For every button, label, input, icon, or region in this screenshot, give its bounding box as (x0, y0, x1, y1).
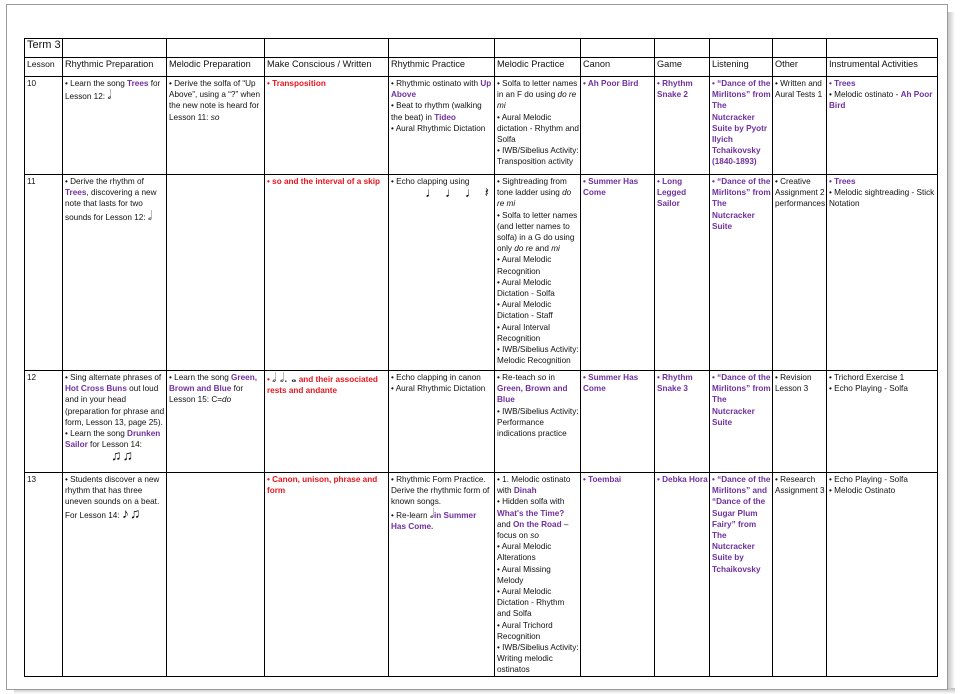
instrumental-cell: • Trees • Melodic sightreading - Stick Notation (827, 175, 938, 371)
game-cell: • Rhythm Snake 2 (655, 77, 710, 175)
half-note-icon: 𝅗𝅥 (429, 505, 434, 521)
melodic-practice-cell: • Solfa to letter names in an F do using do re mi • Aural Melodic dictation - Rhythm and Solfa • IWB/Sibelius Activity: Transposition activity (495, 77, 581, 175)
term-title: Term 3 (25, 39, 63, 58)
rhythmic-preparation-cell: • Sing alternate phrases of Hot Cross Buns out loud and in your head (preparation for phrase and form, Lesson 13, page 25). • Learn the song Drunken Sailor for Lesson 14: ♫♫ (63, 371, 167, 473)
other-cell: • Creative Assignment 2 performances (773, 175, 827, 371)
half-note-icon: 𝅗𝅥 (147, 207, 152, 223)
melodic-preparation-cell (167, 473, 265, 677)
melodic-preparation-cell: • Learn the song Green, Brown and Blue for Lesson 15: C=do (167, 371, 265, 473)
canon-cell: • Ah Poor Bird (581, 77, 655, 175)
header-listening: Listening (710, 58, 773, 77)
canon-cell: • Summer Has Come (581, 371, 655, 473)
sixteenth-notes-icon: ♫♫ (111, 447, 134, 464)
header-instrumental: Instrumental Activities (827, 58, 938, 77)
eighth-sixteenth-notes-icon: ♪♫ (121, 504, 142, 521)
make-conscious-cell: • Transposition (265, 77, 389, 175)
header-lesson: Lesson (25, 58, 63, 77)
lesson-row-13 (25, 473, 938, 677)
game-cell: • Long Legged Sailor (655, 175, 710, 371)
rhythmic-practice-cell: • Echo clapping using ♩ ♩ ♩ 𝄽 (389, 175, 495, 371)
document-page (6, 4, 948, 690)
rhythmic-preparation-cell: • Learn the song Trees for Lesson 12: 𝅗𝅥 (63, 77, 167, 175)
half-dotted-whole-notes-icon: 𝅗𝅥 𝅗𝅥. 𝅝 (272, 370, 297, 385)
header-rhythmic-preparation: Rhythmic Preparation (63, 58, 167, 77)
listening-cell: • “Dance of the Mirlitons” from The Nutcracker Suite (710, 371, 773, 473)
rhythmic-practice-cell: • Rhythmic ostinato with Up Above • Beat to rhythm (walking the beat) in Tideo • Aural Rhythmic Dictation (389, 77, 495, 175)
instrumental-cell: • Echo Playing - Solfa • Melodic Ostinato (827, 473, 938, 677)
header-rhythmic-practice: Rhythmic Practice (389, 58, 495, 77)
melodic-preparation-cell (167, 175, 265, 371)
header-other: Other (773, 58, 827, 77)
other-cell: • Written and Aural Tests 1 (773, 77, 827, 175)
lesson-number: 12 (25, 371, 63, 473)
other-cell: • Revision Lesson 3 (773, 371, 827, 473)
half-note-icon: 𝅗𝅥 (107, 87, 112, 103)
header-row (25, 58, 938, 77)
melodic-practice-cell: • Sightreading from tone ladder using do re mi • Solfa to letter names (and letter names to solfa) in a G do using only do re and mi • Aural Melodic Recognition • Aural Melodic Dictation - Solfa • Aural Melodic Dictation - Staff • Aural Interval Recognition • IWB/Sibelius Activity: Melodic Recognition (495, 175, 581, 371)
make-conscious-cell: • so and the interval of a skip (265, 175, 389, 371)
rhythmic-practice-cell: • Echo clapping in canon • Aural Rhythmic Dictation (389, 371, 495, 473)
lesson-row-12 (25, 371, 938, 473)
rhythmic-preparation-cell: • Derive the rhythm of Trees, discovering a new note that lasts for two sounds for Lesson 12: 𝅗𝅥 (63, 175, 167, 371)
instrumental-cell: • Trees • Melodic ostinato - Ah Poor Bird (827, 77, 938, 175)
header-canon: Canon (581, 58, 655, 77)
game-cell: • Rhythm Snake 3 (655, 371, 710, 473)
instrumental-cell: • Trichord Exercise 1 • Echo Playing - Solfa (827, 371, 938, 473)
other-cell: • Research Assignment 3 (773, 473, 827, 677)
melodic-preparation-cell: • Derive the solfa of “Up Above”, using a “?” when the new note is heard for Lesson 11: so (167, 77, 265, 175)
make-conscious-cell: • 𝅗𝅥 𝅗𝅥. 𝅝 and their associated rests and andante (265, 371, 389, 473)
header-melodic-practice: Melodic Practice (495, 58, 581, 77)
header-game: Game (655, 58, 710, 77)
page-shadow-right (947, 12, 955, 692)
lesson-row-11 (25, 175, 938, 371)
term-title-row (25, 39, 938, 58)
lesson-plan-table (24, 38, 938, 677)
canon-cell: • Summer Has Come (581, 175, 655, 371)
game-cell: • Debka Hora (655, 473, 710, 677)
rhythmic-practice-cell: • Rhythmic Form Practice. Derive the rhythmic form of known songs. • Re-learn 𝅗𝅥in Summer Has Come. (389, 473, 495, 677)
header-melodic-preparation: Melodic Preparation (167, 58, 265, 77)
listening-cell: • “Dance of the Mirlitons” from The Nutcracker Suite by Pyotr Ilyich Tchaikovsky (1840-1893) (710, 77, 773, 175)
melodic-practice-cell: • Re-teach so in Green, Brown and Blue • IWB/Sibelius Activity: Performance indications practice (495, 371, 581, 473)
make-conscious-cell: • Canon, unison, phrase and form (265, 473, 389, 677)
lesson-number: 10 (25, 77, 63, 175)
rhythmic-preparation-cell: • Students discover a new rhythm that has three uneven sounds on a beat. For Lesson 14: ♪♫ (63, 473, 167, 677)
listening-cell: • “Dance of the Mirlitons” and “Dance of the Sugar Plum Fairy” from The Nutcracker Suite by Tchaikovsky (710, 473, 773, 677)
lesson-number: 13 (25, 473, 63, 677)
quarter-notes-rest-icon: ♩ ♩ ♩ 𝄽 (425, 184, 490, 201)
listening-cell: • “Dance of the Mirlitons” from The Nutcracker Suite (710, 175, 773, 371)
canon-cell: • Toembai (581, 473, 655, 677)
lesson-row-10 (25, 77, 938, 175)
lesson-number: 11 (25, 175, 63, 371)
header-make-conscious: Make Conscious / Written (265, 58, 389, 77)
melodic-practice-cell: • 1. Melodic ostinato with Dinah • Hidden solfa with What's the Time? and On the Road – focus on so • Aural Melodic Alterations • Aural Missing Melody • Aural Melodic Dictation - Rhythm and Solfa • Aural Trichord Recognition • IWB/Sibelius Activity: Writing melodic ostinatos (495, 473, 581, 677)
